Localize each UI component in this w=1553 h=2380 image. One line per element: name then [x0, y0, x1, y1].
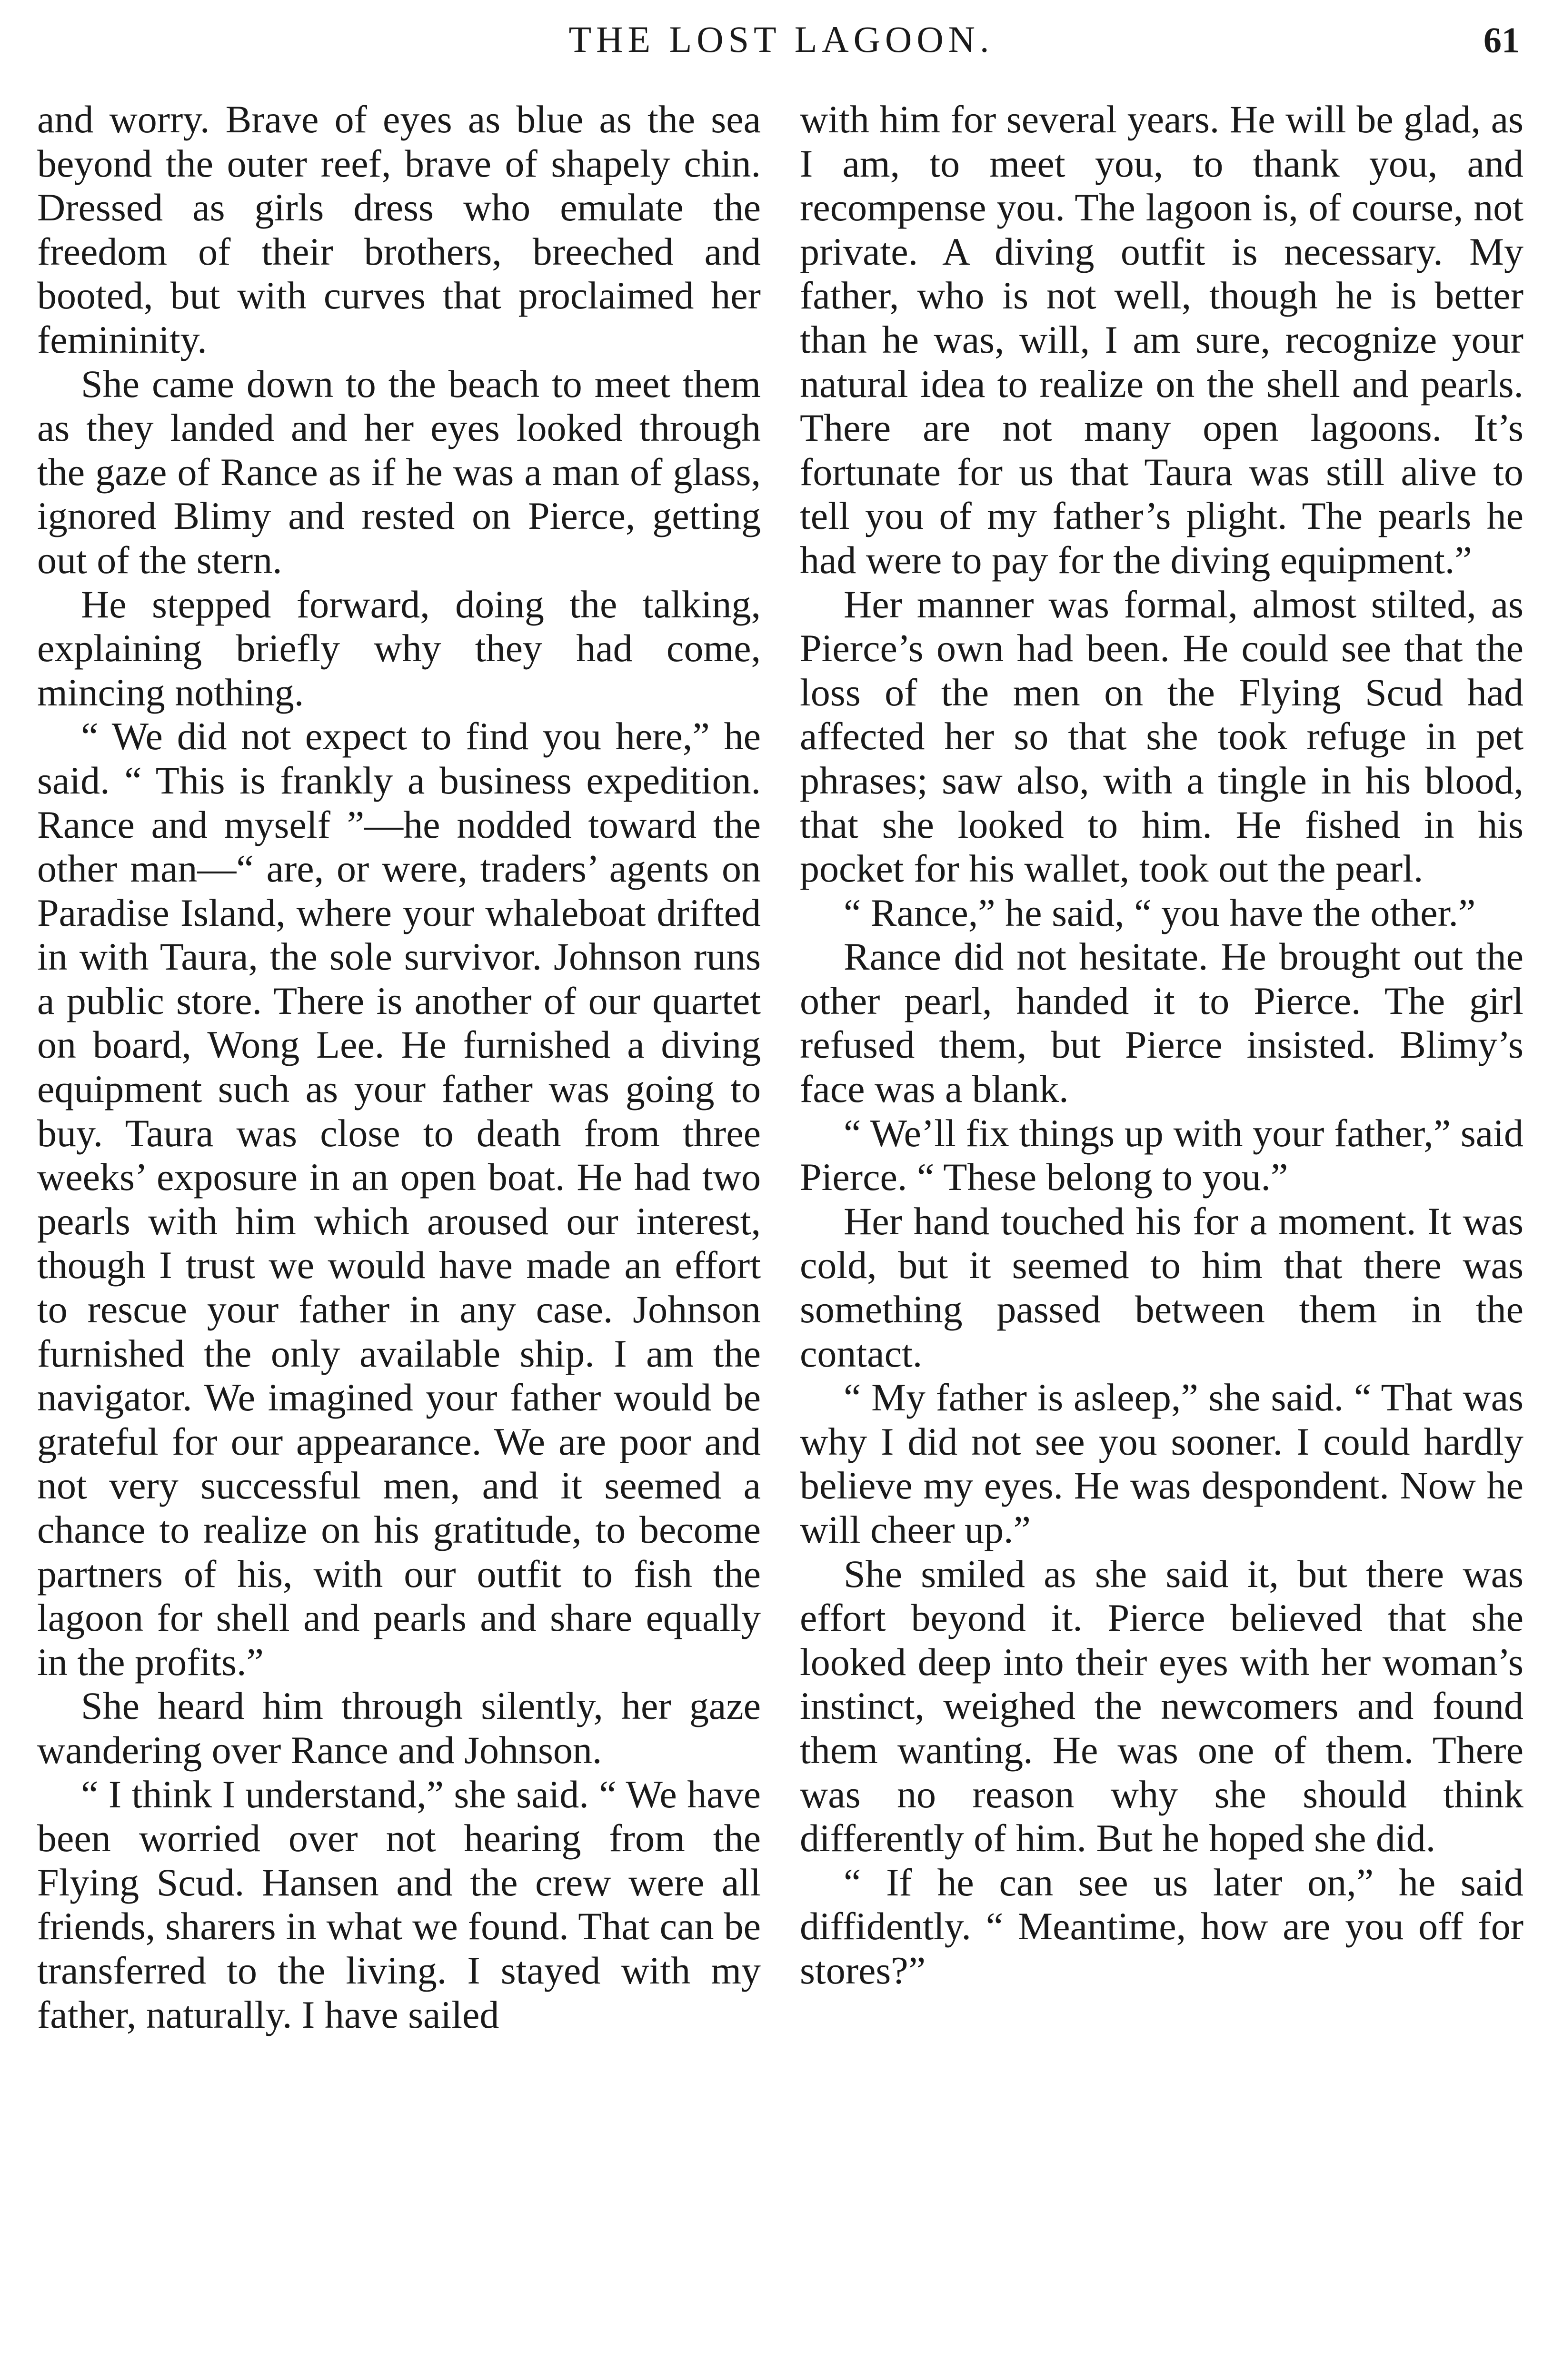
paragraph: She came down to the beach to meet them as they landed and her eyes looked through the gaze of Rance as if he was a man of glass, ignored Blimy and rested on Pierce, getting out of the stern. [37, 362, 761, 582]
paragraph: “ Rance,” he said, “ you have the other.” [844, 891, 1476, 934]
paragraph: “ If he can see us later on,” he said diffidently. “ Meantime, how are you off for stores?” [800, 1860, 1523, 1992]
page-number: 61 [1483, 20, 1520, 60]
paragraph: “ I think I understand,” she said. “ We have been worried over not hearing from the Flying Scud. Hansen and the crew were all friends, sharers in what we found. That can be transferred to the living. I stayed with my father, naturally. I have sailed [37, 1772, 761, 2036]
paragraph: Rance did not hesitate. He brought out the other pearl, handed it to Pierce. The girl refused them, but Pierce insisted. Blimy’s face was a blank. [800, 935, 1523, 1111]
running-title: THE LOST LAGOON. [568, 19, 994, 60]
paragraph: She smiled as she said it, but there was effort beyond it. Pierce believed that she looked deep into their eyes with her woman’s instinct, weighed the newcomers and found them wanting. He was one of them. There was no reason why she should think differently of him. But he hoped she did. [800, 1552, 1523, 1860]
left-column [37, 98, 761, 2037]
paragraph: “ My father is asleep,” she said. “ That was why I did not see you sooner. I could hardly believe my eyes. He was despondent. Now he will cheer up.” [800, 1376, 1523, 1551]
running-header [29, 10, 1534, 71]
paragraph: Her manner was formal, almost stilted, as Pierce’s own had been. He could see that the loss of the men on the Flying Scud had affected her so that she took refuge in pet phrases; saw also, with a tingle in his blood, that she looked to him. He fished in his pocket for his wallet, took out the pearl. [800, 582, 1523, 891]
paragraph: and worry. Brave of eyes as blue as the sea beyond the outer reef, brave of shapely chin. Dressed as girls dress who emulate the freedom of their brothers, breeched and booted, but with curves that proclaimed her femininity. [37, 98, 761, 361]
right-column [800, 98, 1523, 1993]
paragraph: with him for several years. He will be glad, as I am, to meet you, to thank you, and recompense you. The lagoon is, of course, not private. A diving outfit is necessary. My father, who is not well, though he is better than he was, will, I am sure, recognize your natural idea to realize on the shell and pearls. There are not many open lagoons. It’s fortunate for us that Taura was still alive to tell you of my father’s plight. The pearls he had were to pay for the diving equipment.” [800, 98, 1523, 582]
paragraph: Her hand touched his for a moment. It was cold, but it seemed to him that there was something passed between them in the contact. [800, 1199, 1523, 1375]
paragraph: “ We did not expect to find you here,” he said. “ This is frankly a business expedition. Rance and myself ”—he nodded toward the other man—“ are, or were, traders’ agents on Paradise Island, where your whaleboat drifted in with Taura, the sole survivor. Johnson runs a public store. There is another of our quartet on board, Wong Lee. He furnished a diving equipment such as your father was going to buy. Taura was close to death from three weeks’ exposure in an open boat. He had two pearls with him which aroused our interest, though I trust we would have made an effort to rescue your father in any case. Johnson furnished the only available ship. I am the navigator. We imagined your father would be grateful for our appearance. We are poor and not very successful men, and it seemed a chance to realize on his gratitude, to become partners of his, with our outfit to fish the lagoon for shell and pearls and share equally in the profits.” [37, 714, 761, 1684]
paragraph: “ We’ll fix things up with your father,” said Pierce. “ These belong to you.” [800, 1111, 1523, 1199]
paragraph: She heard him through silently, her gaze wandering over Rance and Johnson. [37, 1684, 761, 1772]
paragraph: He stepped forward, doing the talking, explaining briefly why they had come, mincing nothing. [37, 582, 761, 714]
